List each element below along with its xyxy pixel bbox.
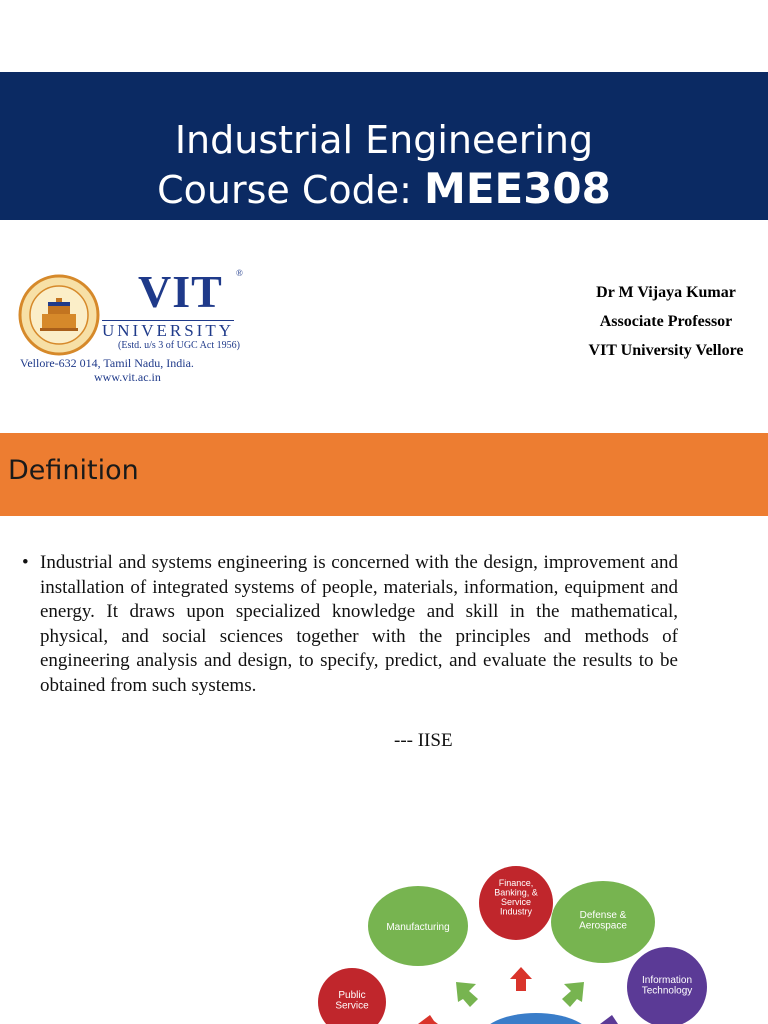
definition-heading: Definition (8, 455, 139, 486)
arrow-lower-right-icon (600, 1015, 618, 1024)
definition-source: --- IISE (394, 730, 453, 751)
node-finance-label (494, 878, 538, 916)
node-public-service-label (335, 990, 369, 1012)
node-label-line: Defense & (579, 910, 627, 921)
node-label-line: Information (641, 975, 693, 986)
course-code: MEE308 (424, 164, 611, 213)
node-label-line: Banking, & (494, 887, 538, 898)
node-defense-label (579, 910, 627, 932)
node-label-line: Finance, (498, 878, 534, 888)
bullet-icon: • (22, 552, 29, 573)
node-defense (551, 881, 655, 963)
arrow-up-icon (510, 967, 532, 991)
node-label-line: Manufacturing (386, 922, 450, 933)
vit-logo (14, 268, 264, 388)
definition-text: Industrial and systems engineering is concerned with the design, improvement and installation of integrated systems of people, materials, information, equipment and energy. It draws upon specialized knowledge and skill in the mathematical, physical, and social sciences together with the principles and methods of engineering analysis and design, to specify, predict, and evaluate the results to be obtained from such systems. (40, 552, 678, 696)
arrow-right-icon (562, 982, 584, 1007)
node-information-technology (627, 947, 707, 1024)
logo-address: Vellore-632 014, Tamil Nadu, India. (20, 356, 194, 370)
arrow-lower-left-icon (418, 1015, 438, 1024)
logo-website: www.vit.ac.in (94, 370, 161, 384)
node-manufacturing (368, 886, 468, 966)
registered-mark: ® (236, 268, 243, 278)
author-name: Dr M Vijaya Kumar (596, 284, 736, 301)
node-label-line: Public (338, 990, 366, 1001)
course-code-line (0, 164, 768, 215)
node-label-line: Service (335, 1000, 369, 1012)
university-seal-icon (18, 274, 100, 356)
node-it-label (642, 975, 693, 997)
slide-title: Industrial Engineering (174, 118, 594, 162)
node-label-line: Technology (641, 985, 693, 997)
node-label-line: Service (500, 896, 532, 907)
node-public-service (318, 968, 386, 1024)
logo-university-text: UNIVERSITY (102, 321, 234, 340)
node-label-line: Industry (499, 906, 533, 917)
center-circle (480, 1013, 592, 1024)
node-manufacturing-label (386, 922, 449, 933)
node-label-line: Aerospace (579, 920, 627, 932)
course-code-prefix: Course Code: (157, 168, 425, 212)
ie-applications-diagram (300, 863, 768, 1024)
definition-header-bar (0, 433, 768, 516)
node-finance (479, 866, 553, 940)
definition-slide (0, 433, 768, 1024)
author-designation: Associate Professor (599, 313, 733, 330)
arrow-left-icon (456, 982, 478, 1007)
author-block (566, 278, 766, 365)
logo-vit-text: VIT (138, 266, 223, 317)
definition-bullet (22, 551, 678, 698)
author-affiliation: VIT University Vellore (588, 342, 744, 359)
title-slide (0, 0, 768, 400)
logo-estd-text: (Estd. u/s 3 of UGC Act 1956) (118, 340, 240, 351)
